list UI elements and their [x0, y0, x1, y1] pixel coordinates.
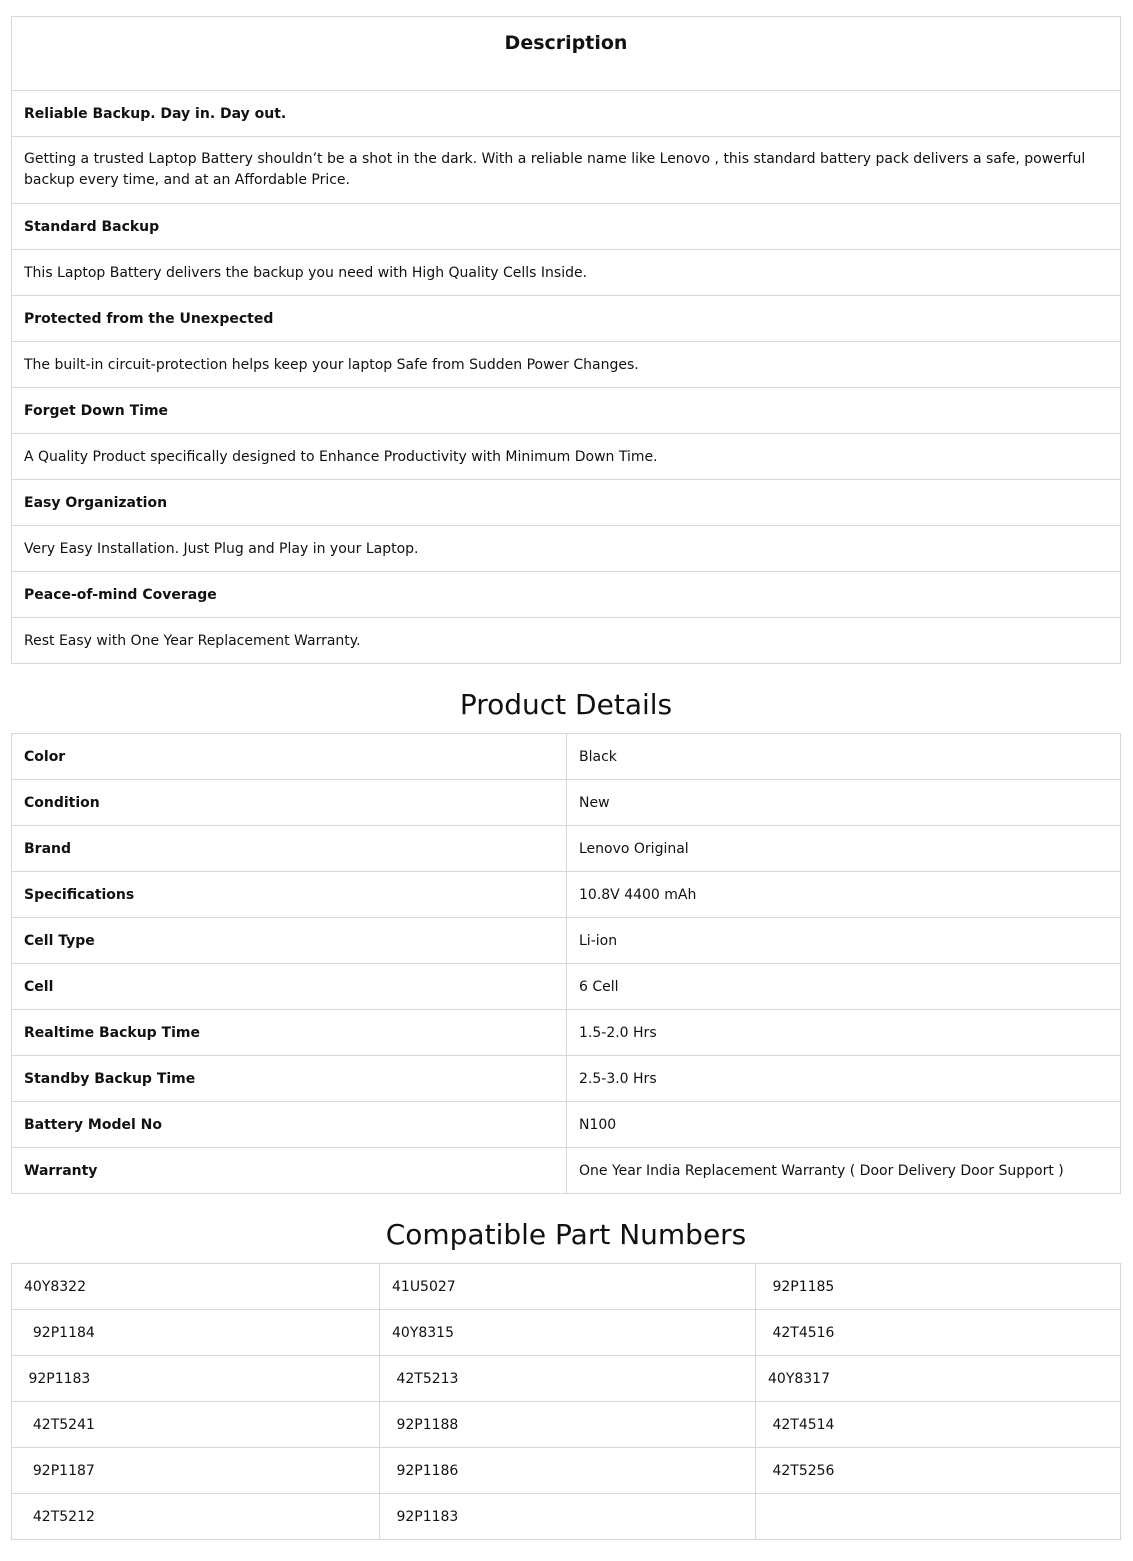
detail-label: Cell Type: [12, 918, 567, 964]
table-row: [12, 780, 1121, 826]
table-row: [12, 1356, 1121, 1402]
table-row: [12, 734, 1121, 780]
part-number-cell: 92P1187: [12, 1448, 380, 1494]
description-section-title: Reliable Backup. Day in. Day out.: [12, 91, 1121, 137]
part-number-cell: 42T5213: [380, 1356, 756, 1402]
description-section-text: A Quality Product specifically designed to Enhance Productivity with Minimum Down Time.: [12, 434, 1121, 480]
part-number-cell: 40Y8315: [380, 1310, 756, 1356]
table-row: [12, 1010, 1121, 1056]
table-row: [12, 872, 1121, 918]
table-row: [12, 826, 1121, 872]
part-number-cell: 42T5212: [12, 1494, 380, 1540]
product-details-table: [11, 733, 1121, 1194]
table-row: [12, 1102, 1121, 1148]
part-number-cell: [756, 1494, 1121, 1540]
description-heading: Description: [12, 17, 1121, 91]
detail-value: Black: [567, 734, 1121, 780]
table-row: [12, 1310, 1121, 1356]
description-section-text: Very Easy Installation. Just Plug and Play in your Laptop.: [12, 526, 1121, 572]
table-row: [12, 1148, 1121, 1194]
detail-value: New: [567, 780, 1121, 826]
part-number-cell: 92P1188: [380, 1402, 756, 1448]
description-section-title: Easy Organization: [12, 480, 1121, 526]
part-number-cell: 42T5241: [12, 1402, 380, 1448]
detail-value: Li-ion: [567, 918, 1121, 964]
table-row: [12, 964, 1121, 1010]
detail-value: N100: [567, 1102, 1121, 1148]
part-number-cell: 92P1183: [380, 1494, 756, 1540]
description-section-title: Peace-of-mind Coverage: [12, 572, 1121, 618]
detail-value: 6 Cell: [567, 964, 1121, 1010]
table-row: [12, 1494, 1121, 1540]
description-section-title: Protected from the Unexpected: [12, 296, 1121, 342]
table-row: [12, 1264, 1121, 1310]
detail-label: Standby Backup Time: [12, 1056, 567, 1102]
detail-value: One Year India Replacement Warranty ( Door Delivery Door Support ): [567, 1148, 1121, 1194]
part-number-cell: 40Y8322: [12, 1264, 380, 1310]
product-details-heading: Product Details: [459, 688, 673, 721]
detail-value: 1.5-2.0 Hrs: [567, 1010, 1121, 1056]
detail-label: Condition: [12, 780, 567, 826]
description-section-text: The built-in circuit-protection helps keep your laptop Safe from Sudden Power Changes.: [12, 342, 1121, 388]
description-section-title: Forget Down Time: [12, 388, 1121, 434]
compatible-parts-heading: Compatible Part Numbers: [385, 1218, 747, 1251]
part-number-cell: 92P1184: [12, 1310, 380, 1356]
detail-value: 2.5-3.0 Hrs: [567, 1056, 1121, 1102]
part-number-cell: 41U5027: [380, 1264, 756, 1310]
table-row: [12, 1402, 1121, 1448]
detail-label: Specifications: [12, 872, 567, 918]
part-number-cell: 92P1183: [12, 1356, 380, 1402]
detail-label: Color: [12, 734, 567, 780]
description-section-text: Rest Easy with One Year Replacement Warranty.: [12, 618, 1121, 664]
compatible-parts-table: [11, 1263, 1121, 1540]
description-table: [11, 16, 1121, 664]
detail-label: Cell: [12, 964, 567, 1010]
part-number-cell: 42T4514: [756, 1402, 1121, 1448]
part-number-cell: 42T4516: [756, 1310, 1121, 1356]
table-row: [12, 1056, 1121, 1102]
description-section-title: Standard Backup: [12, 204, 1121, 250]
detail-label: Battery Model No: [12, 1102, 567, 1148]
detail-label: Warranty: [12, 1148, 567, 1194]
detail-value: Lenovo Original: [567, 826, 1121, 872]
part-number-cell: 92P1185: [756, 1264, 1121, 1310]
part-number-cell: 42T5256: [756, 1448, 1121, 1494]
description-section-text: Getting a trusted Laptop Battery shouldn’t be a shot in the dark. With a reliable name like Lenovo , this standard battery pack delivers a safe, powerful backup every time, and at an Affordable Price.: [12, 137, 1121, 204]
part-number-cell: 40Y8317: [756, 1356, 1121, 1402]
table-row: [12, 1448, 1121, 1494]
page-content: [11, 16, 1121, 1540]
detail-label: Brand: [12, 826, 567, 872]
table-row: [12, 918, 1121, 964]
detail-value: 10.8V 4400 mAh: [567, 872, 1121, 918]
part-number-cell: 92P1186: [380, 1448, 756, 1494]
detail-label: Realtime Backup Time: [12, 1010, 567, 1056]
description-section-text: This Laptop Battery delivers the backup you need with High Quality Cells Inside.: [12, 250, 1121, 296]
